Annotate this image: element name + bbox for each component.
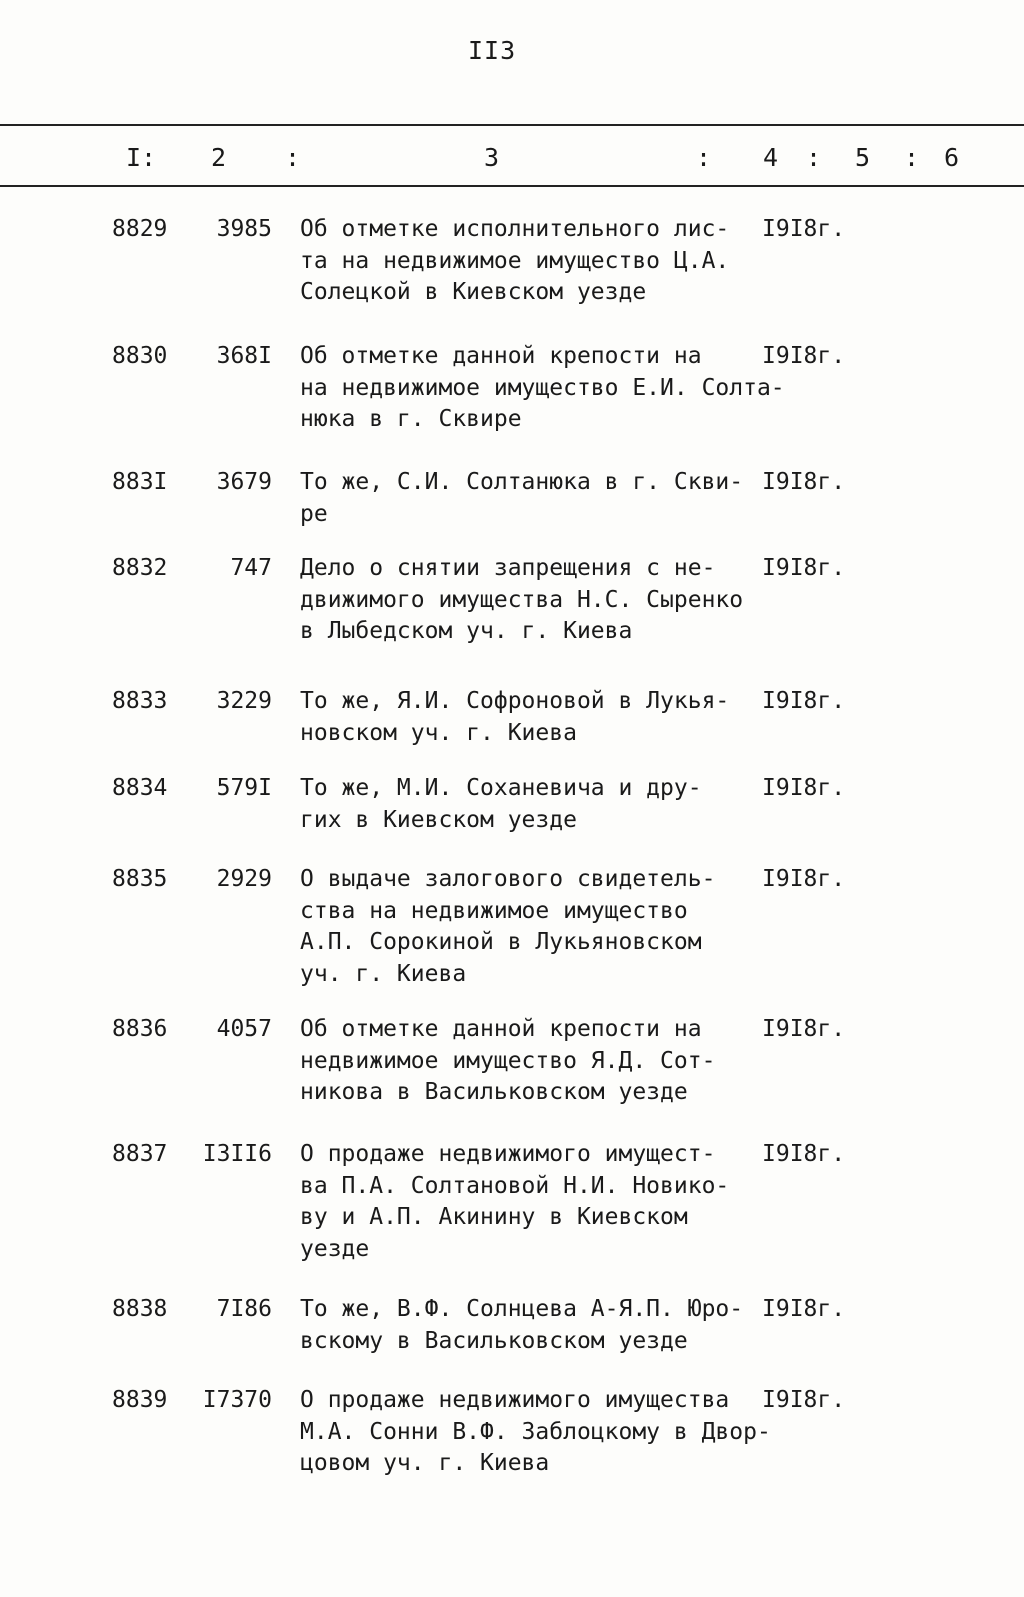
- page-number: II3: [468, 36, 517, 65]
- entry-number: 883I: [112, 469, 168, 495]
- entry-description-line: Дело о снятии запрещения с не-: [300, 555, 716, 581]
- header-col-4: 4: [763, 143, 779, 172]
- entry-description: [300, 1385, 771, 1480]
- header-col-5: 5: [855, 143, 871, 172]
- entry-code: 579I: [216, 775, 272, 801]
- entry-year: I9I8г.: [762, 555, 846, 581]
- entry-number: 8837: [112, 1141, 168, 1167]
- entry-description-line: М.А. Сонни В.Ф. Заблоцкому в Двор-: [300, 1418, 771, 1445]
- entry-year: I9I8г.: [762, 1016, 846, 1042]
- entry-year: I9I8г.: [762, 1141, 846, 1167]
- entry-code: 368I: [216, 343, 272, 369]
- header-col-1: I:: [126, 143, 157, 172]
- entry-description-line: недвижимое имущество Я.Д. Сот-: [300, 1047, 716, 1074]
- entry-code: 3679: [216, 469, 272, 495]
- entry-description-line: цовом уч. г. Киева: [300, 1450, 550, 1476]
- entry-number: 8836: [112, 1016, 168, 1042]
- entry-code: 7I86: [216, 1296, 272, 1322]
- entry-description-line: новском уч. г. Киева: [300, 719, 577, 746]
- entry-description-line: О выдаче залогового свидетель-: [300, 866, 716, 892]
- entry-description-line: То же, Я.И. Софроновой в Лукья-: [300, 688, 730, 714]
- entry-description-line: уезде: [300, 1235, 370, 1262]
- entry-description: [300, 773, 760, 836]
- entry-description-line: О продаже недвижимого имущества: [300, 1387, 730, 1413]
- entry-number: 8830: [112, 343, 168, 369]
- header-bottom-rule: [0, 185, 1024, 187]
- entry-description-line: ства на недвижимое имущество: [300, 897, 688, 924]
- entry-description-line: А.П. Сорокиной в Лукьяновском: [300, 929, 702, 955]
- entry-description: [300, 341, 785, 436]
- entry-description-line: ва П.А. Солтановой Н.И. Новико-: [300, 1172, 730, 1199]
- entry-code: I3II6: [202, 1141, 272, 1167]
- entry-description-line: О продаже недвижимого имущест-: [300, 1141, 716, 1167]
- entry-number: 8835: [112, 866, 168, 892]
- entry-description-line: Об отметке исполнительного лис-: [300, 216, 730, 242]
- entry-description-line: ву и А.П. Акинину в Киевском: [300, 1204, 688, 1230]
- header-separator-2: :: [696, 143, 712, 172]
- entry-code: 2929: [216, 866, 272, 892]
- entry-code: 3985: [216, 216, 272, 242]
- entry-code: 3229: [216, 688, 272, 714]
- entry-year: I9I8г.: [762, 343, 846, 369]
- entry-description-line: движимого имущества Н.С. Сыренко: [300, 586, 744, 613]
- entry-year: I9I8г.: [762, 1387, 846, 1413]
- entry-description-line: ре: [300, 500, 328, 527]
- entry-description: [300, 467, 760, 530]
- header-col-2: 2: [211, 143, 227, 172]
- entry-number: 8829: [112, 216, 168, 242]
- entry-number: 8839: [112, 1387, 168, 1413]
- entry-description: [300, 1014, 760, 1109]
- entry-year: I9I8г.: [762, 775, 846, 801]
- entry-code: I7370: [202, 1387, 272, 1413]
- entry-description-line: Об отметке данной крепости на: [300, 1016, 702, 1042]
- header-col-3: 3: [484, 143, 500, 172]
- entry-year: I9I8г.: [762, 1296, 846, 1322]
- header-top-rule: [0, 124, 1024, 126]
- entry-description-line: нюка в г. Сквире: [300, 406, 522, 432]
- entry-description-line: никова в Васильковском уезде: [300, 1079, 688, 1105]
- entry-description: [300, 1294, 760, 1357]
- entry-description-line: То же, М.И. Соханевича и дру-: [300, 775, 702, 801]
- entry-description-line: на недвижимое имущество Е.И. Солта-: [300, 374, 785, 401]
- entry-description: [300, 214, 760, 309]
- entry-description-line: То же, В.Ф. Солнцева А-Я.П. Юро-: [300, 1296, 744, 1322]
- entry-description: [300, 553, 760, 648]
- entry-number: 8833: [112, 688, 168, 714]
- header-col-6: 6: [944, 143, 960, 172]
- entry-description-line: в Лыбедском уч. г. Киева: [300, 618, 633, 644]
- entry-description-line: уч. г. Киева: [300, 960, 467, 987]
- entry-year: I9I8г.: [762, 688, 846, 714]
- entry-description-line: Солецкой в Киевском уезде: [300, 279, 647, 305]
- entry-description: [300, 1139, 760, 1265]
- entry-year: I9I8г.: [762, 216, 846, 242]
- entry-code: 747: [230, 555, 272, 581]
- header-separator-3: :: [806, 143, 822, 172]
- entry-description-line: та на недвижимое имущество Ц.А.: [300, 247, 730, 274]
- entry-description-line: гих в Киевском уезде: [300, 806, 577, 833]
- entry-code: 4057: [216, 1016, 272, 1042]
- entry-number: 8832: [112, 555, 168, 581]
- entry-description-line: вскому в Васильковском уезде: [300, 1327, 688, 1354]
- entry-description: [300, 686, 760, 749]
- entry-description: [300, 864, 760, 990]
- entry-description-line: Об отметке данной крепости на: [300, 343, 702, 369]
- entry-number: 8838: [112, 1296, 168, 1322]
- entry-number: 8834: [112, 775, 168, 801]
- entry-description-line: То же, С.И. Солтанюка в г. Скви-: [300, 469, 744, 495]
- entry-year: I9I8г.: [762, 866, 846, 892]
- header-separator-1: :: [285, 143, 301, 172]
- entry-year: I9I8г.: [762, 469, 846, 495]
- header-separator-4: :: [904, 143, 920, 172]
